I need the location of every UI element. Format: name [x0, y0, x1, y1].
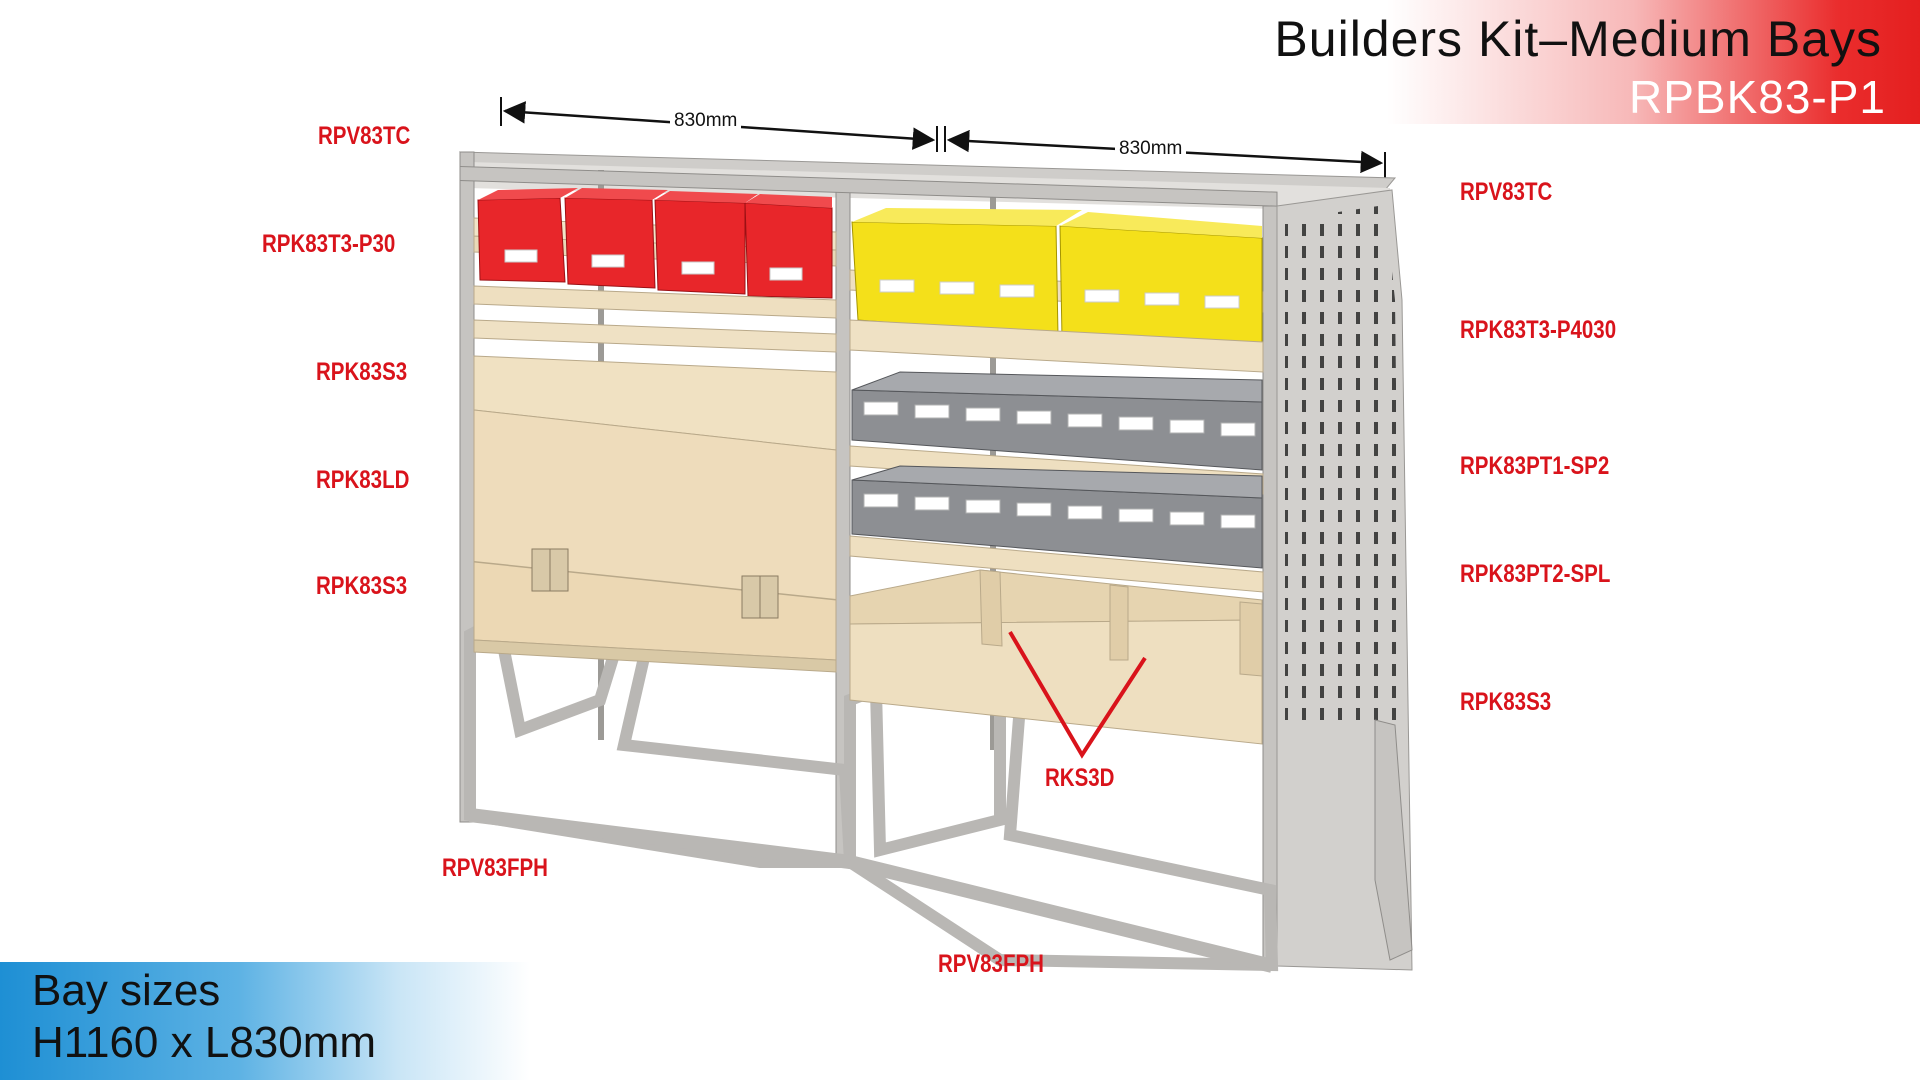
right-bay-width: 830mm — [1115, 138, 1186, 160]
bay-sizes-heading: Bay sizes — [32, 966, 221, 1015]
label-dividers: RKS3D — [1045, 764, 1115, 792]
title-code: RPBK83-P1 — [1628, 71, 1886, 123]
label-parts-tray-1: RPK83PT1-SP2 — [1460, 452, 1610, 480]
label-tray-right: RPK83T3-P4030 — [1460, 316, 1617, 344]
label-foot-bottom: RPV83FPH — [938, 950, 1044, 978]
label-top-cap-left: RPV83TC — [318, 122, 411, 150]
label-shelf-left-upper: RPK83S3 — [316, 358, 408, 386]
left-bay-width: 830mm — [670, 110, 741, 132]
label-shelf-left-lower: RPK83S3 — [316, 572, 408, 600]
label-tray-left: RPK83T3-P30 — [262, 230, 396, 258]
left-bay — [474, 188, 836, 672]
label-shelf-right: RPK83S3 — [1460, 688, 1552, 716]
title-main: Builders Kit–Medium Bays — [1274, 11, 1882, 67]
label-top-cap-right: RPV83TC — [1460, 178, 1553, 206]
bay-sizes-banner — [0, 962, 530, 1080]
label-locking-door: RPK83LD — [316, 466, 410, 494]
bay-sizes-value: H1160 x L830mm — [32, 1018, 377, 1067]
right-bay — [850, 208, 1263, 755]
label-foot-left: RPV83FPH — [442, 854, 548, 882]
label-parts-tray-2: RPK83PT2-SPL — [1460, 560, 1611, 588]
